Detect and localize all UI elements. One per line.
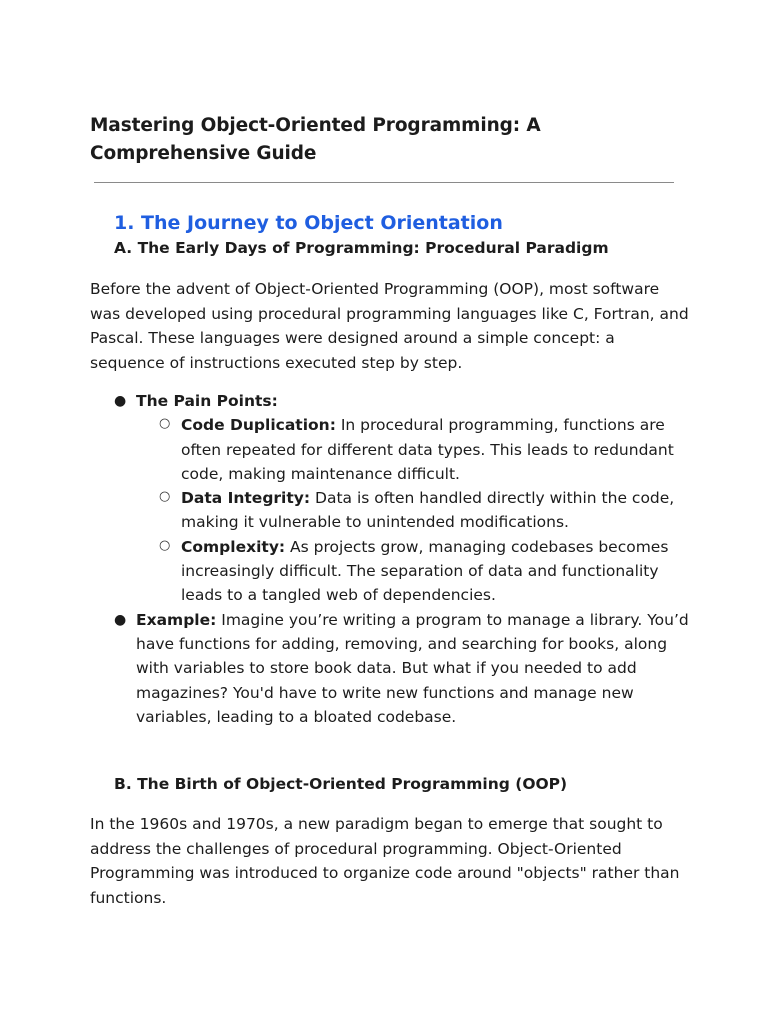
term-example: Example:	[136, 610, 217, 629]
text-example: Imagine you’re writing a program to manage a library. You’d have functions for adding, removing, and searching for books, along with variables to store book data. But what if you needed to add magazines? You'd have to write new functions and manage new variables, leading to a bloated codebase.	[136, 610, 689, 726]
bullet-dot-icon: ●	[114, 393, 127, 409]
bullet-dot-icon: ●	[114, 611, 127, 628]
text-complexity: As projects grow, managing codebases becomes increasingly difficult. The separation of data and functionality leads to a tangled web of dependencies.	[181, 537, 669, 605]
document-title: Mastering Object-Oriented Programming: A Comprehensive Guide	[90, 115, 541, 164]
term-complexity: Complexity:	[181, 537, 286, 556]
horizontal-divider	[94, 182, 674, 183]
subsection-heading-oop-birth: B. The Birth of Object-Oriented Programming (OOP)	[114, 775, 568, 793]
hollow-circle-bullet-icon: ○	[159, 537, 171, 553]
pain-points-label: The Pain Points:	[136, 392, 278, 410]
sub-list-item-complexity	[159, 535, 692, 608]
bullet-list	[114, 389, 692, 729]
term-data-integrity: Data Integrity:	[181, 489, 311, 508]
sub-list-item-code-duplication	[159, 413, 692, 486]
term-code-duplication: Code Duplication:	[181, 416, 336, 435]
subsection-heading-procedural: A. The Early Days of Programming: Procedural Paradigm	[114, 239, 609, 257]
hollow-circle-bullet-icon: ○	[159, 489, 171, 505]
section-heading-journey: 1. The Journey to Object Orientation	[114, 212, 503, 234]
hollow-circle-bullet-icon: ○	[159, 416, 171, 432]
list-item-pain-points	[114, 389, 692, 413]
list-item-example	[114, 608, 692, 729]
paragraph-procedural-intro: Before the advent of Object-Oriented Programming (OOP), most software was developed using procedural programming languages like C, Fortran, and Pascal. These languages were designed around a simple concept: a sequence of instructions executed step by step.	[90, 280, 689, 372]
paragraph-oop-birth-intro: In the 1960s and 1970s, a new paradigm began to emerge that sought to address the challenges of procedural programming. Object-Oriented Programming was introduced to organize code around "objects" rather than functions.	[90, 815, 680, 907]
text-code-duplication: In procedural programming, functions are often repeated for different data types. This leads to redundant code, making maintenance difficult.	[181, 416, 674, 483]
sub-list-item-data-integrity	[159, 486, 692, 535]
text-data-integrity: Data is often handled directly within the code, making it vulnerable to unintended modifications.	[181, 489, 675, 532]
